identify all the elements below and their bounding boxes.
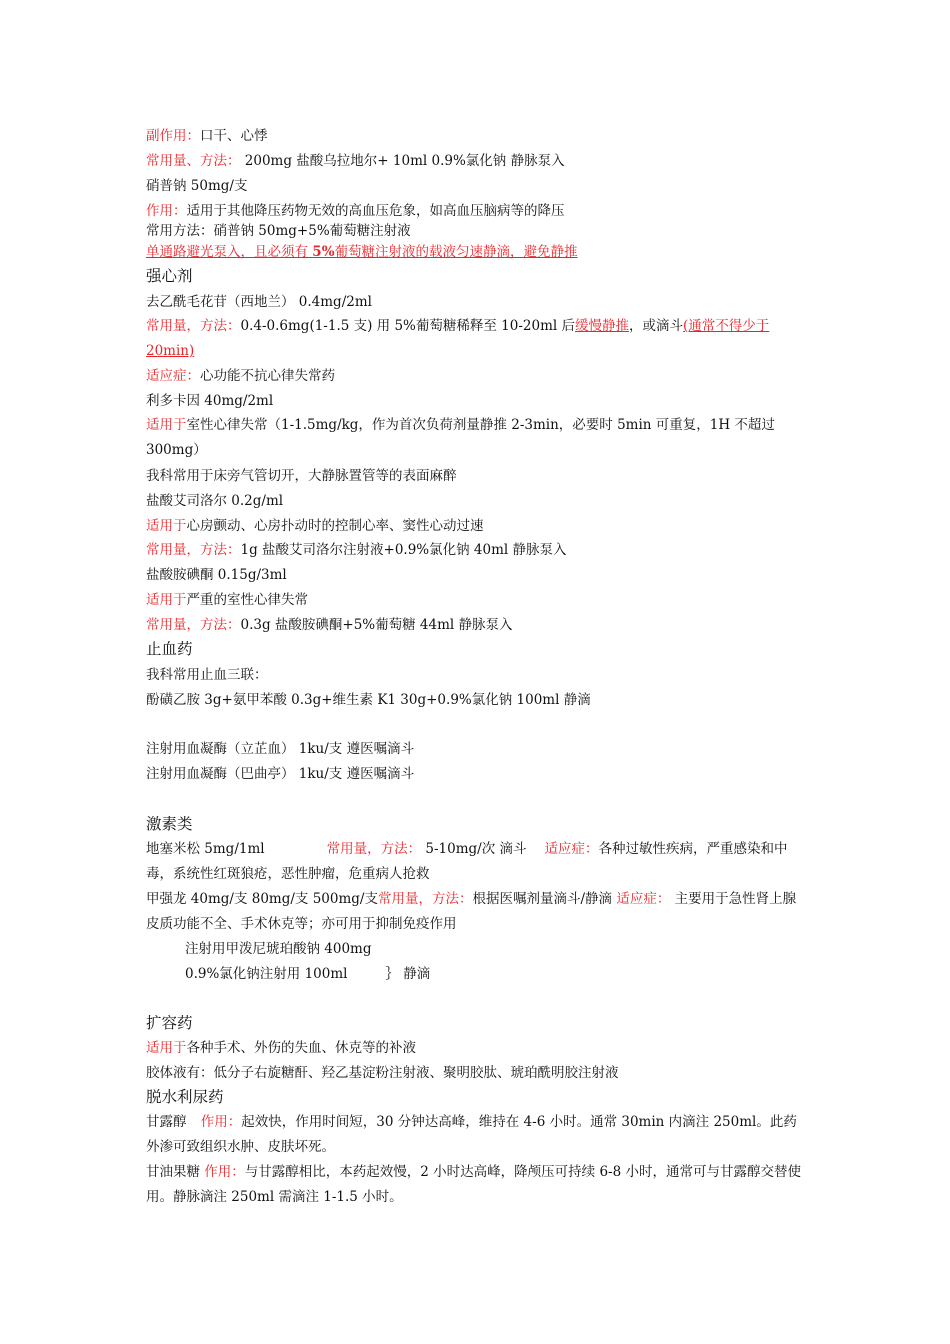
- label: 适用于: [146, 417, 187, 433]
- text: 酚磺乙胺 3g+氨甲苯酸 0.3g+维生素 K1 30g+0.9%氯化钠 100ml 静滴: [146, 692, 591, 708]
- formula-line: [146, 690, 591, 710]
- methylprednisolone-paragraph: [146, 887, 806, 937]
- side-effect-line: [146, 126, 268, 146]
- section-heading-volume: 扩容药: [146, 1014, 193, 1032]
- drug-name-line: [146, 739, 414, 759]
- text: 胶体液有：低分子右旋糖酐、羟乙基淀粉注射液、聚明胶肽、琥珀酰明胶注射液: [146, 1065, 619, 1081]
- text: 1g 盐酸艾司洛尔注射液+0.9%氯化钠 40ml 静脉泵入: [240, 542, 567, 558]
- dexamethasone-paragraph: [146, 837, 806, 887]
- text: 0.3g 盐酸胺碘酮+5%葡萄糖 44ml 静脉泵入: [240, 617, 513, 633]
- text: 去乙酰毛花苷（西地兰） 0.4mg/2ml: [146, 294, 372, 310]
- text: 根据医嘱剂量滴斗/静滴: [472, 891, 617, 907]
- text: 适用于其他降压药物无效的高血压危象，如高血压脑病等的降压: [186, 203, 565, 219]
- formula-line: [185, 964, 430, 984]
- indication-line: [146, 590, 308, 610]
- warning-line: [146, 242, 578, 262]
- dosage-line: [146, 151, 565, 171]
- text: ｝ 静滴: [385, 966, 431, 982]
- indication-line: [146, 516, 484, 536]
- indication-line: [146, 366, 335, 386]
- mannitol-paragraph: [146, 1110, 806, 1160]
- drug-name-line: [146, 764, 414, 784]
- text: 甘露醇: [146, 1114, 191, 1130]
- text: 注射用甲泼尼琥珀酸钠 400mg: [185, 941, 372, 957]
- text: 各种过敏性疾病，严重感染和中毒，系统性红斑狼疮，恶性肿瘤，危重病人抢救: [146, 841, 788, 882]
- text: 各种手术、外伤的失血、休克等的补液: [186, 1040, 416, 1056]
- section-heading-diuretic: 脱水利尿药: [146, 1088, 224, 1106]
- label: 常用量，方法：: [377, 891, 473, 907]
- text: 葡萄糖注射液的载液匀速静滴，避免静推: [334, 244, 578, 260]
- label: 作用：: [200, 1114, 242, 1130]
- label: 常用量、方法：: [146, 153, 241, 169]
- text: 5-10mg/次 滴斗: [421, 841, 527, 857]
- indication-line: [146, 1038, 416, 1058]
- text: 常用方法：硝普钠 50mg+5%葡萄糖注射液: [146, 223, 411, 239]
- text: 硝普钠 50mg/支: [146, 178, 248, 194]
- drug-name-line: [146, 176, 247, 196]
- dosage-line: [146, 540, 567, 560]
- note-line: [146, 1063, 619, 1083]
- drug-name-line: [146, 491, 283, 511]
- dosage-line: [146, 615, 513, 635]
- text: 室性心律失常（1-1.5mg/kg，作为首次负荷剂量静推 2-3min，必要时 5min 可重复，1H 不超过 300mg）: [146, 417, 775, 458]
- text: 0.9%氯化钠注射用 100ml: [185, 966, 348, 982]
- text: 严重的室性心律失常: [186, 592, 308, 608]
- label: 作用：: [204, 1164, 245, 1180]
- text: 利多卡因 40mg/2ml: [146, 393, 274, 409]
- label: 适应症：: [544, 841, 599, 857]
- dosage-paragraph: [146, 314, 806, 364]
- text-bold: 5%: [312, 244, 335, 260]
- note-line: [146, 665, 268, 685]
- text: 盐酸艾司洛尔 0.2g/ml: [146, 493, 284, 509]
- text: 注射用血凝酶（立芷血） 1ku/支 遵医嘱滴斗: [146, 741, 415, 757]
- label: 适用于: [146, 1040, 187, 1056]
- formula-line: [185, 939, 372, 959]
- section-heading-cardiac: 强心剂: [146, 267, 193, 285]
- label: 副作用：: [146, 128, 200, 144]
- drug-name-line: [146, 565, 287, 585]
- note-line: [146, 466, 457, 486]
- label: 适用于: [146, 592, 187, 608]
- text: 200mg 盐酸乌拉地尔+ 10ml 0.9%氯化钠 静脉泵入: [240, 153, 565, 169]
- text: 我科常用止血三联：: [146, 667, 268, 683]
- label: 适应症：: [146, 368, 200, 384]
- text: 盐酸胺碘酮 0.15g/3ml: [146, 567, 287, 583]
- text: 甲强龙 40mg/支 80mg/支 500mg/支: [146, 891, 378, 907]
- text-red: 缓慢静推: [575, 318, 630, 334]
- drug-name-line: [146, 292, 372, 312]
- section-heading-hormone: 激素类: [146, 815, 193, 833]
- text: 0.4-0.6mg(1-1.5 支) 用 5%葡萄糖稀释至 10-20ml 后: [240, 318, 576, 334]
- action-line: [146, 201, 565, 221]
- text: 单通路避光泵入，且必须有: [146, 244, 313, 260]
- text: 心功能不抗心律失常药: [200, 368, 335, 384]
- label: 作用：: [146, 203, 187, 219]
- label: 适用于: [146, 518, 187, 534]
- text: 我科常用于床旁气管切开，大静脉置管等的表面麻醉: [146, 468, 457, 484]
- glycerol-fructose-paragraph: [146, 1160, 806, 1210]
- label: 常用量，方法：: [146, 542, 241, 558]
- label: 常用量，方法：: [146, 318, 241, 334]
- label: 适应症：: [616, 891, 671, 907]
- text: 口干、心悸: [200, 128, 268, 144]
- section-heading-hemostatic: 止血药: [146, 640, 193, 658]
- label: 常用量，方法：: [326, 841, 422, 857]
- text: 地塞米松 5mg/1ml: [146, 841, 265, 857]
- text: 心房颤动、心房扑动时的控制心率、窦性心动过速: [186, 518, 484, 534]
- drug-name-line: [146, 391, 273, 411]
- label: 常用量，方法：: [146, 617, 241, 633]
- text: 起效快，作用时间短，30 分钟达高峰，维持在 4-6 小时。通常 30min 内滴注 250ml。此药外渗可致组织水肿、皮肤坏死。: [146, 1114, 797, 1155]
- text: 主要用于急性肾上腺皮质功能不全、手术休克等；亦可用于抑制免疫作用: [146, 891, 797, 932]
- text: 注射用血凝酶（巴曲亭） 1ku/支 遵医嘱滴斗: [146, 766, 415, 782]
- text: ，或滴斗: [629, 318, 684, 334]
- text-red: (通常不得少于 20min): [146, 318, 770, 359]
- text: 与甘露醇相比，本药起效慢，2 小时达高峰，降颅压可持续 6-8 小时，通常可与甘露醇交替使用。静脉滴注 250ml 需滴注 1-1.5 小时。: [146, 1164, 801, 1205]
- text: 甘油果糖: [146, 1164, 205, 1180]
- indication-paragraph: [146, 413, 806, 463]
- method-line: [146, 221, 411, 241]
